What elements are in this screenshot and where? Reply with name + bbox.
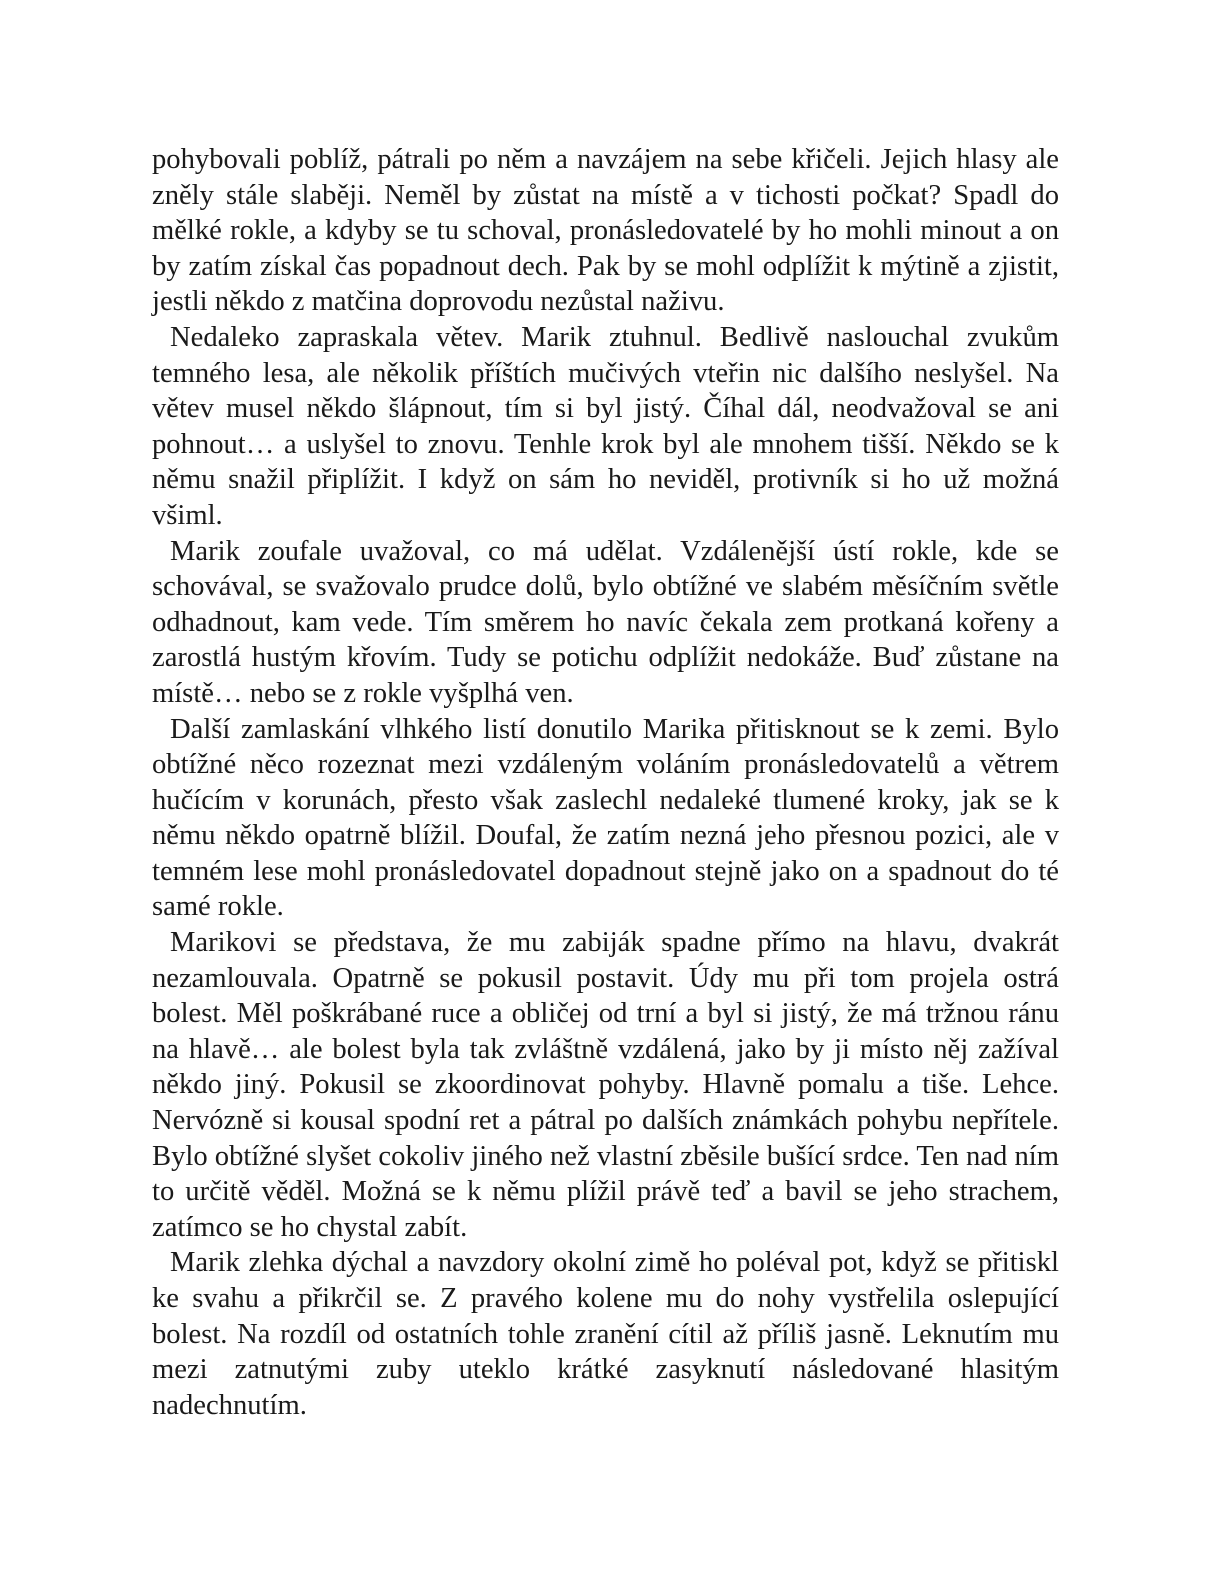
document-page	[152, 142, 1059, 1423]
paragraph-continued: pohybovali poblíž, pátrali po něm a navzájem na sebe křičeli. Jejich hlasy ale zněly stále slaběji. Neměl by zůstat na místě a v tichosti počkat? Spadl do mělké rokle, a kdyby se tu schoval, pronásledovatelé by ho mohli minout a on by zatím získal čas popadnout dech. Pak by se mohl odplížit k mýtině a zjistit, jestli někdo z matčina doprovodu nezůstal naživu.	[152, 144, 1059, 318]
paragraph: Marikovi se představa, že mu zabiják spadne přímo na hlavu, dvakrát nezamlouvala. Opatrně se pokusil postavit. Údy mu při tom projela ostrá bolest. Měl poškrábané ruce a obličej od trní a byl si jistý, že má tržnou ránu na hlavě… ale bolest byla tak zvláštně vzdálená, jako by ji místo něj zažíval někdo jiný. Pokusil se zkoordinovat pohyby. Hlavně pomalu a tiše. Lehce. Nervózně si kousal spodní ret a pátral po dalších známkách pohybu nepřítele. Bylo obtížné slyšet cokoliv jiného než vlastní zběsile bušící srdce. Ten nad ním to určitě věděl. Možná se k němu plížil právě teď a bavil se jeho strachem, zatímco se ho chystal zabít.	[152, 927, 1059, 1243]
paragraph: Marik zlehka dýchal a navzdory okolní zimě ho poléval pot, když se přitiskl ke svahu a přikrčil se. Z pravého kolene mu do nohy vystřelila oslepující bolest. Na rozdíl od ostatních tohle zranění cítil až příliš jasně. Leknutím mu mezi zatnutými zuby uteklo krátké zasyknutí následované hlasitým nadechnutím.	[152, 1247, 1059, 1421]
paragraph: Nedaleko zapraskala větev. Marik ztuhnul. Bedlivě naslouchal zvukům temného lesa, ale několik příštích mučivých vteřin nic dalšího neslyšel. Na větev musel někdo šlápnout, tím si byl jistý. Číhal dál, neodvažoval se ani pohnout… a uslyšel to znovu. Tenhle krok byl ale mnohem tišší. Někdo se k němu snažil připlížit. I když on sám ho neviděl, protivník si ho už možná všiml.	[152, 321, 1059, 531]
paragraph: Další zamlaskání vlhkého listí donutilo Marika přitisknout se k zemi. Bylo obtížné něco rozeznat mezi vzdáleným voláním pronásledovatelů a větrem hučícím v korunách, přesto však zaslechl nedaleké tlumené kroky, jak se k němu někdo opatrně blížil. Doufal, že zatím nezná jeho přesnou pozici, ale v temném lese mohl pronásledovatel dopadnout stejně jako on a spadnout do té samé rokle.	[152, 713, 1059, 923]
paragraph: Marik zoufale uvažoval, co má udělat. Vzdálenější ústí rokle, kde se schovával, se svažovalo prudce dolů, bylo obtížné ve slabém měsíčním světle odhadnout, kam vede. Tím směrem ho navíc čekala zem protkaná kořeny a zarostlá hustým křovím. Tudy se potichu odplížit nedokáže. Buď zůstane na místě… nebo se z rokle vyšplhá ven.	[152, 535, 1059, 709]
